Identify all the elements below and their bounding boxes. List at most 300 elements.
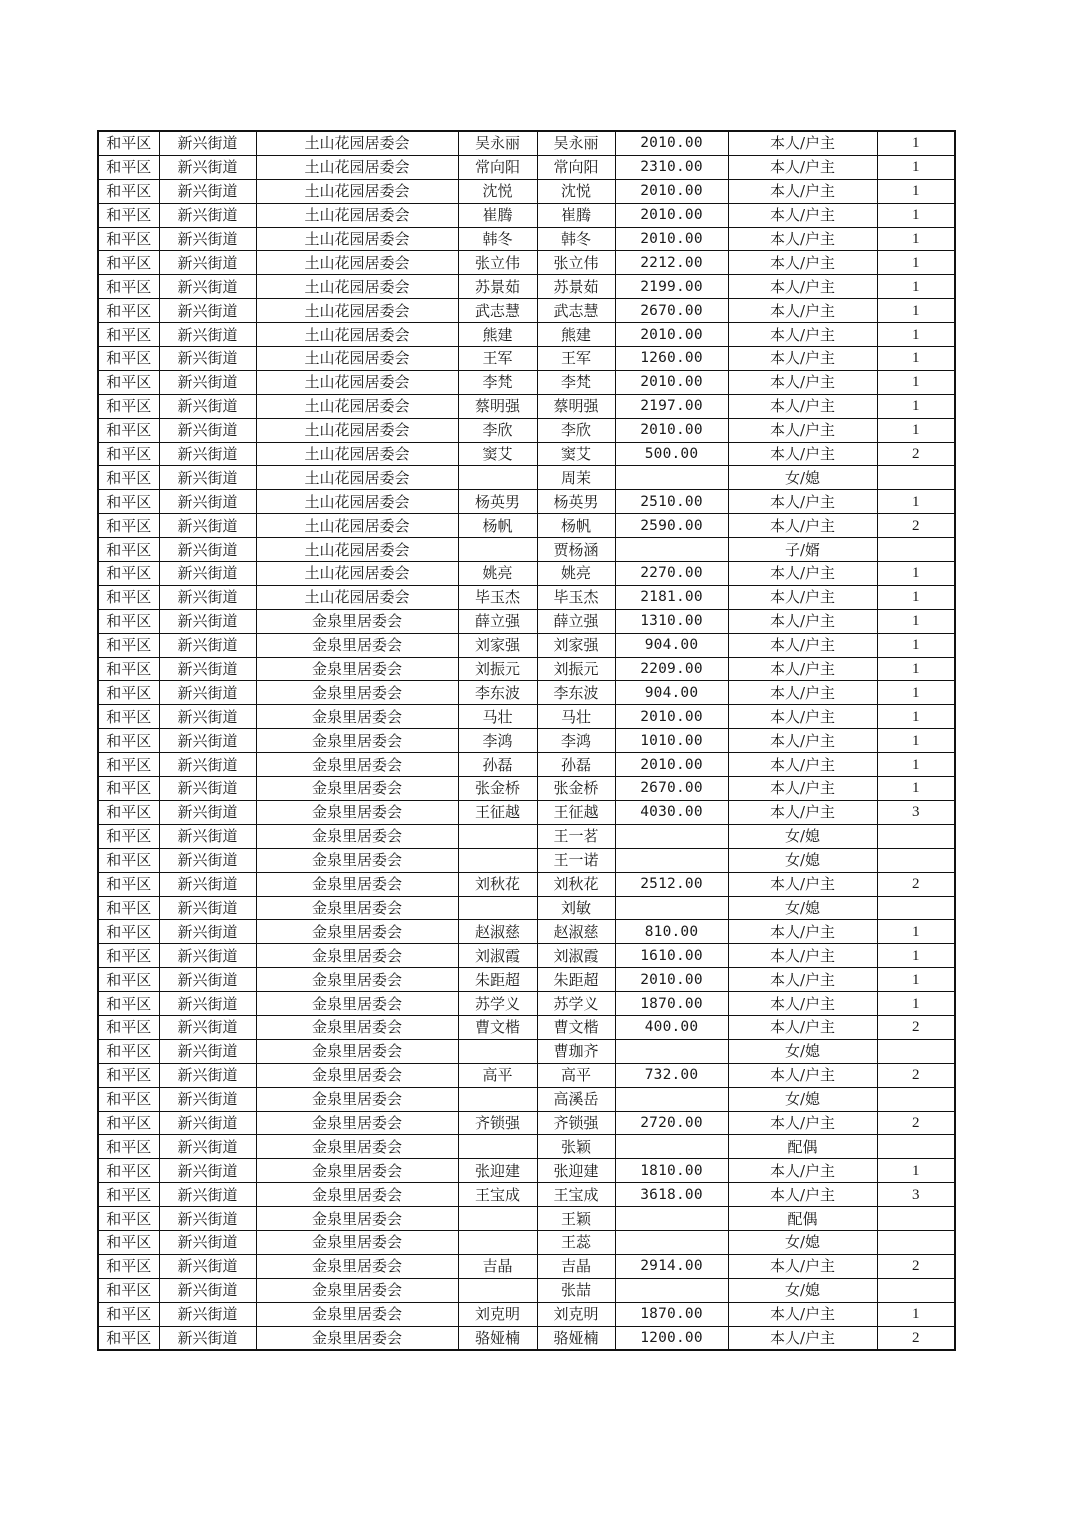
- cell-member: 贾杨涵: [537, 538, 615, 562]
- cell-member: 王宝成: [537, 1183, 615, 1207]
- cell-street: 新兴街道: [159, 1015, 256, 1039]
- cell-relation: 子/婿: [728, 538, 877, 562]
- table-row: [98, 705, 955, 729]
- cell-applicant: [458, 1278, 537, 1302]
- cell-committee: 金泉里居委会: [256, 1087, 458, 1111]
- cell-member: 常向阳: [537, 155, 615, 179]
- cell-district: 和平区: [98, 1254, 159, 1278]
- cell-amount: 400.00: [615, 1015, 728, 1039]
- cell-member: 赵淑慈: [537, 920, 615, 944]
- table-row: [98, 155, 955, 179]
- table-row: [98, 992, 955, 1016]
- table-row: [98, 1207, 955, 1231]
- cell-applicant: [458, 1230, 537, 1254]
- cell-district: 和平区: [98, 1183, 159, 1207]
- cell-amount: [615, 1087, 728, 1111]
- cell-applicant: 王宝成: [458, 1183, 537, 1207]
- cell-district: 和平区: [98, 705, 159, 729]
- cell-relation: 本人/户主: [728, 251, 877, 275]
- cell-committee: 金泉里居委会: [256, 1278, 458, 1302]
- cell-committee: 金泉里居委会: [256, 968, 458, 992]
- cell-amount: 1200.00: [615, 1326, 728, 1350]
- cell-member: 马壮: [537, 705, 615, 729]
- cell-street: 新兴街道: [159, 466, 256, 490]
- cell-relation: 本人/户主: [728, 872, 877, 896]
- cell-street: 新兴街道: [159, 1159, 256, 1183]
- cell-district: 和平区: [98, 944, 159, 968]
- cell-amount: 1870.00: [615, 1302, 728, 1326]
- cell-member: 沈悦: [537, 179, 615, 203]
- cell-applicant: 刘克明: [458, 1302, 537, 1326]
- cell-amount: 2010.00: [615, 323, 728, 347]
- cell-district: 和平区: [98, 275, 159, 299]
- cell-street: 新兴街道: [159, 753, 256, 777]
- cell-applicant: 吴永丽: [458, 131, 537, 155]
- cell-relation: 女/媳: [728, 1039, 877, 1063]
- cell-household-size: 1: [877, 131, 955, 155]
- cell-household-size: 2: [877, 1063, 955, 1087]
- table-row: [98, 633, 955, 657]
- cell-household-size: 1: [877, 992, 955, 1016]
- cell-member: 吴永丽: [537, 131, 615, 155]
- cell-relation: 女/媳: [728, 1087, 877, 1111]
- cell-amount: 2010.00: [615, 179, 728, 203]
- cell-member: 刘家强: [537, 633, 615, 657]
- cell-district: 和平区: [98, 848, 159, 872]
- cell-applicant: 韩冬: [458, 227, 537, 251]
- cell-applicant: 骆娅楠: [458, 1326, 537, 1350]
- cell-committee: 土山花园居委会: [256, 299, 458, 323]
- cell-relation: 女/媳: [728, 824, 877, 848]
- cell-member: 李梵: [537, 370, 615, 394]
- cell-committee: 金泉里居委会: [256, 1207, 458, 1231]
- cell-street: 新兴街道: [159, 968, 256, 992]
- table-row: [98, 1230, 955, 1254]
- cell-household-size: 2: [877, 1111, 955, 1135]
- cell-applicant: 赵淑慈: [458, 920, 537, 944]
- cell-amount: 1870.00: [615, 992, 728, 1016]
- cell-relation: 本人/户主: [728, 681, 877, 705]
- cell-district: 和平区: [98, 490, 159, 514]
- cell-street: 新兴街道: [159, 633, 256, 657]
- cell-street: 新兴街道: [159, 1087, 256, 1111]
- cell-district: 和平区: [98, 203, 159, 227]
- cell-member: 杨帆: [537, 514, 615, 538]
- cell-committee: 土山花园居委会: [256, 514, 458, 538]
- cell-applicant: 吉晶: [458, 1254, 537, 1278]
- cell-committee: 土山花园居委会: [256, 562, 458, 586]
- cell-district: 和平区: [98, 227, 159, 251]
- cell-applicant: 沈悦: [458, 179, 537, 203]
- cell-committee: 土山花园居委会: [256, 323, 458, 347]
- table-row: [98, 490, 955, 514]
- cell-household-size: 2: [877, 1326, 955, 1350]
- cell-relation: 女/媳: [728, 1230, 877, 1254]
- cell-street: 新兴街道: [159, 562, 256, 586]
- cell-district: 和平区: [98, 992, 159, 1016]
- cell-member: 李东波: [537, 681, 615, 705]
- cell-household-size: 1: [877, 944, 955, 968]
- cell-applicant: 王军: [458, 347, 537, 371]
- cell-district: 和平区: [98, 538, 159, 562]
- cell-committee: 土山花园居委会: [256, 347, 458, 371]
- cell-district: 和平区: [98, 155, 159, 179]
- cell-household-size: [877, 1278, 955, 1302]
- cell-relation: 本人/户主: [728, 155, 877, 179]
- table-body: [98, 131, 955, 1350]
- cell-street: 新兴街道: [159, 418, 256, 442]
- cell-committee: 金泉里居委会: [256, 1302, 458, 1326]
- cell-applicant: [458, 848, 537, 872]
- cell-member: 武志慧: [537, 299, 615, 323]
- cell-committee: 金泉里居委会: [256, 992, 458, 1016]
- cell-household-size: 1: [877, 203, 955, 227]
- cell-relation: 本人/户主: [728, 729, 877, 753]
- cell-district: 和平区: [98, 800, 159, 824]
- cell-district: 和平区: [98, 251, 159, 275]
- cell-committee: 金泉里居委会: [256, 800, 458, 824]
- cell-street: 新兴街道: [159, 394, 256, 418]
- cell-relation: 本人/户主: [728, 490, 877, 514]
- cell-committee: 金泉里居委会: [256, 1230, 458, 1254]
- cell-street: 新兴街道: [159, 275, 256, 299]
- cell-relation: 本人/户主: [728, 705, 877, 729]
- cell-household-size: 1: [877, 227, 955, 251]
- table-row: [98, 657, 955, 681]
- cell-household-size: 1: [877, 681, 955, 705]
- cell-street: 新兴街道: [159, 824, 256, 848]
- table-row: [98, 896, 955, 920]
- cell-relation: 本人/户主: [728, 275, 877, 299]
- cell-committee: 土山花园居委会: [256, 394, 458, 418]
- cell-member: 王一诺: [537, 848, 615, 872]
- cell-district: 和平区: [98, 131, 159, 155]
- cell-district: 和平区: [98, 514, 159, 538]
- cell-household-size: 2: [877, 872, 955, 896]
- cell-applicant: 李欣: [458, 418, 537, 442]
- cell-household-size: [877, 824, 955, 848]
- cell-relation: 本人/户主: [728, 1111, 877, 1135]
- cell-district: 和平区: [98, 1087, 159, 1111]
- cell-committee: 金泉里居委会: [256, 777, 458, 801]
- cell-street: 新兴街道: [159, 1230, 256, 1254]
- table-row: [98, 203, 955, 227]
- cell-applicant: 齐锁强: [458, 1111, 537, 1135]
- table-row: [98, 442, 955, 466]
- cell-committee: 金泉里居委会: [256, 729, 458, 753]
- cell-relation: 本人/户主: [728, 633, 877, 657]
- cell-amount: 2010.00: [615, 203, 728, 227]
- table-row: [98, 538, 955, 562]
- cell-street: 新兴街道: [159, 896, 256, 920]
- cell-relation: 本人/户主: [728, 657, 877, 681]
- cell-amount: 2914.00: [615, 1254, 728, 1278]
- cell-member: 周茉: [537, 466, 615, 490]
- cell-committee: 金泉里居委会: [256, 872, 458, 896]
- cell-committee: 金泉里居委会: [256, 1015, 458, 1039]
- cell-committee: 土山花园居委会: [256, 585, 458, 609]
- cell-member: 刘敏: [537, 896, 615, 920]
- table-row: [98, 394, 955, 418]
- cell-applicant: 刘家强: [458, 633, 537, 657]
- cell-committee: 土山花园居委会: [256, 251, 458, 275]
- cell-district: 和平区: [98, 824, 159, 848]
- cell-street: 新兴街道: [159, 681, 256, 705]
- cell-member: 窦艾: [537, 442, 615, 466]
- cell-relation: 本人/户主: [728, 347, 877, 371]
- cell-amount: 2010.00: [615, 705, 728, 729]
- cell-member: 曹文楷: [537, 1015, 615, 1039]
- cell-member: 高溪岳: [537, 1087, 615, 1111]
- cell-member: 刘淑霞: [537, 944, 615, 968]
- cell-household-size: 1: [877, 299, 955, 323]
- cell-committee: 金泉里居委会: [256, 705, 458, 729]
- cell-household-size: 1: [877, 585, 955, 609]
- cell-applicant: 杨英男: [458, 490, 537, 514]
- cell-amount: 2670.00: [615, 777, 728, 801]
- cell-relation: 配偶: [728, 1207, 877, 1231]
- table-row: [98, 968, 955, 992]
- cell-applicant: [458, 896, 537, 920]
- cell-member: 王一茗: [537, 824, 615, 848]
- cell-amount: 2720.00: [615, 1111, 728, 1135]
- cell-household-size: 1: [877, 633, 955, 657]
- cell-amount: [615, 824, 728, 848]
- cell-applicant: 马壮: [458, 705, 537, 729]
- cell-household-size: [877, 1135, 955, 1159]
- cell-relation: 本人/户主: [728, 1326, 877, 1350]
- cell-household-size: [877, 896, 955, 920]
- cell-household-size: [877, 1207, 955, 1231]
- cell-amount: 2181.00: [615, 585, 728, 609]
- cell-applicant: 窦艾: [458, 442, 537, 466]
- cell-street: 新兴街道: [159, 538, 256, 562]
- cell-committee: 金泉里居委会: [256, 1183, 458, 1207]
- cell-member: 刘秋花: [537, 872, 615, 896]
- cell-street: 新兴街道: [159, 1039, 256, 1063]
- cell-relation: 本人/户主: [728, 1015, 877, 1039]
- cell-applicant: 曹文楷: [458, 1015, 537, 1039]
- cell-applicant: 高平: [458, 1063, 537, 1087]
- cell-committee: 土山花园居委会: [256, 538, 458, 562]
- cell-relation: 本人/户主: [728, 442, 877, 466]
- cell-committee: 土山花园居委会: [256, 179, 458, 203]
- cell-amount: 500.00: [615, 442, 728, 466]
- cell-amount: 1260.00: [615, 347, 728, 371]
- cell-applicant: 毕玉杰: [458, 585, 537, 609]
- cell-member: 李欣: [537, 418, 615, 442]
- cell-amount: [615, 466, 728, 490]
- cell-member: 刘克明: [537, 1302, 615, 1326]
- cell-street: 新兴街道: [159, 1111, 256, 1135]
- cell-household-size: [877, 466, 955, 490]
- cell-member: 孙磊: [537, 753, 615, 777]
- cell-relation: 女/媳: [728, 1278, 877, 1302]
- cell-amount: 3618.00: [615, 1183, 728, 1207]
- cell-district: 和平区: [98, 1135, 159, 1159]
- cell-member: 薛立强: [537, 609, 615, 633]
- cell-street: 新兴街道: [159, 347, 256, 371]
- table-row: [98, 681, 955, 705]
- cell-street: 新兴街道: [159, 1302, 256, 1326]
- cell-district: 和平区: [98, 418, 159, 442]
- cell-amount: 2010.00: [615, 227, 728, 251]
- cell-amount: [615, 1207, 728, 1231]
- cell-relation: 本人/户主: [728, 394, 877, 418]
- cell-applicant: 王征越: [458, 800, 537, 824]
- cell-district: 和平区: [98, 442, 159, 466]
- cell-relation: 本人/户主: [728, 609, 877, 633]
- cell-committee: 金泉里居委会: [256, 657, 458, 681]
- cell-applicant: 刘秋花: [458, 872, 537, 896]
- table-row: [98, 323, 955, 347]
- cell-relation: 本人/户主: [728, 299, 877, 323]
- cell-amount: 2512.00: [615, 872, 728, 896]
- table-row: [98, 1326, 955, 1350]
- cell-member: 齐锁强: [537, 1111, 615, 1135]
- cell-applicant: 刘振元: [458, 657, 537, 681]
- cell-household-size: 1: [877, 275, 955, 299]
- cell-applicant: 薛立强: [458, 609, 537, 633]
- cell-district: 和平区: [98, 370, 159, 394]
- cell-committee: 金泉里居委会: [256, 681, 458, 705]
- cell-committee: 土山花园居委会: [256, 418, 458, 442]
- cell-household-size: [877, 1039, 955, 1063]
- cell-street: 新兴街道: [159, 585, 256, 609]
- cell-relation: 本人/户主: [728, 179, 877, 203]
- cell-applicant: 朱距超: [458, 968, 537, 992]
- cell-amount: 2310.00: [615, 155, 728, 179]
- cell-relation: 本人/户主: [728, 227, 877, 251]
- cell-committee: 金泉里居委会: [256, 1254, 458, 1278]
- cell-district: 和平区: [98, 1302, 159, 1326]
- cell-member: 朱距超: [537, 968, 615, 992]
- cell-committee: 金泉里居委会: [256, 824, 458, 848]
- table-row: [98, 347, 955, 371]
- cell-applicant: 常向阳: [458, 155, 537, 179]
- cell-household-size: 1: [877, 323, 955, 347]
- cell-applicant: 孙磊: [458, 753, 537, 777]
- cell-household-size: [877, 848, 955, 872]
- cell-applicant: 张立伟: [458, 251, 537, 275]
- table-row: [98, 1135, 955, 1159]
- cell-relation: 本人/户主: [728, 562, 877, 586]
- table-row: [98, 609, 955, 633]
- cell-amount: [615, 1039, 728, 1063]
- cell-amount: [615, 1278, 728, 1302]
- cell-household-size: 1: [877, 370, 955, 394]
- cell-applicant: 蔡明强: [458, 394, 537, 418]
- cell-household-size: 2: [877, 442, 955, 466]
- table-row: [98, 920, 955, 944]
- cell-district: 和平区: [98, 585, 159, 609]
- cell-applicant: [458, 1087, 537, 1111]
- table-row: [98, 418, 955, 442]
- cell-district: 和平区: [98, 657, 159, 681]
- cell-committee: 土山花园居委会: [256, 131, 458, 155]
- cell-applicant: 张金桥: [458, 777, 537, 801]
- cell-relation: 女/媳: [728, 466, 877, 490]
- cell-committee: 土山花园居委会: [256, 203, 458, 227]
- cell-household-size: 1: [877, 347, 955, 371]
- cell-household-size: 1: [877, 490, 955, 514]
- cell-applicant: 刘淑霞: [458, 944, 537, 968]
- cell-street: 新兴街道: [159, 131, 256, 155]
- cell-relation: 本人/户主: [728, 1063, 877, 1087]
- cell-household-size: 1: [877, 657, 955, 681]
- cell-amount: 2212.00: [615, 251, 728, 275]
- cell-committee: 土山花园居委会: [256, 442, 458, 466]
- cell-applicant: 杨帆: [458, 514, 537, 538]
- cell-applicant: 李东波: [458, 681, 537, 705]
- cell-amount: 2510.00: [615, 490, 728, 514]
- cell-member: 杨英男: [537, 490, 615, 514]
- table-row: [98, 1302, 955, 1326]
- cell-district: 和平区: [98, 633, 159, 657]
- cell-household-size: 1: [877, 920, 955, 944]
- cell-member: 李鸿: [537, 729, 615, 753]
- cell-committee: 金泉里居委会: [256, 944, 458, 968]
- table-row: [98, 848, 955, 872]
- cell-applicant: [458, 538, 537, 562]
- cell-street: 新兴街道: [159, 609, 256, 633]
- cell-district: 和平区: [98, 466, 159, 490]
- cell-amount: [615, 538, 728, 562]
- table-row: [98, 1254, 955, 1278]
- cell-amount: [615, 1135, 728, 1159]
- cell-street: 新兴街道: [159, 705, 256, 729]
- cell-committee: 土山花园居委会: [256, 370, 458, 394]
- cell-relation: 本人/户主: [728, 992, 877, 1016]
- cell-relation: 本人/户主: [728, 514, 877, 538]
- cell-street: 新兴街道: [159, 251, 256, 275]
- cell-applicant: 武志慧: [458, 299, 537, 323]
- cell-relation: 本人/户主: [728, 800, 877, 824]
- table-row: [98, 227, 955, 251]
- table-row: [98, 1278, 955, 1302]
- cell-district: 和平区: [98, 1326, 159, 1350]
- cell-household-size: 1: [877, 729, 955, 753]
- cell-household-size: 1: [877, 1302, 955, 1326]
- cell-district: 和平区: [98, 1230, 159, 1254]
- cell-street: 新兴街道: [159, 872, 256, 896]
- cell-street: 新兴街道: [159, 203, 256, 227]
- cell-committee: 金泉里居委会: [256, 896, 458, 920]
- cell-amount: 2590.00: [615, 514, 728, 538]
- cell-committee: 金泉里居委会: [256, 920, 458, 944]
- cell-household-size: 1: [877, 394, 955, 418]
- cell-applicant: 崔腾: [458, 203, 537, 227]
- cell-committee: 金泉里居委会: [256, 1135, 458, 1159]
- cell-household-size: 1: [877, 1159, 955, 1183]
- table-row: [98, 753, 955, 777]
- cell-district: 和平区: [98, 777, 159, 801]
- table-row: [98, 944, 955, 968]
- cell-applicant: 苏学义: [458, 992, 537, 1016]
- cell-committee: 金泉里居委会: [256, 1326, 458, 1350]
- cell-relation: 本人/户主: [728, 1302, 877, 1326]
- cell-district: 和平区: [98, 1063, 159, 1087]
- cell-district: 和平区: [98, 872, 159, 896]
- cell-district: 和平区: [98, 299, 159, 323]
- cell-district: 和平区: [98, 681, 159, 705]
- cell-committee: 金泉里居委会: [256, 1063, 458, 1087]
- table-row: [98, 1183, 955, 1207]
- cell-street: 新兴街道: [159, 1183, 256, 1207]
- cell-member: 张金桥: [537, 777, 615, 801]
- cell-applicant: 熊建: [458, 323, 537, 347]
- cell-street: 新兴街道: [159, 1326, 256, 1350]
